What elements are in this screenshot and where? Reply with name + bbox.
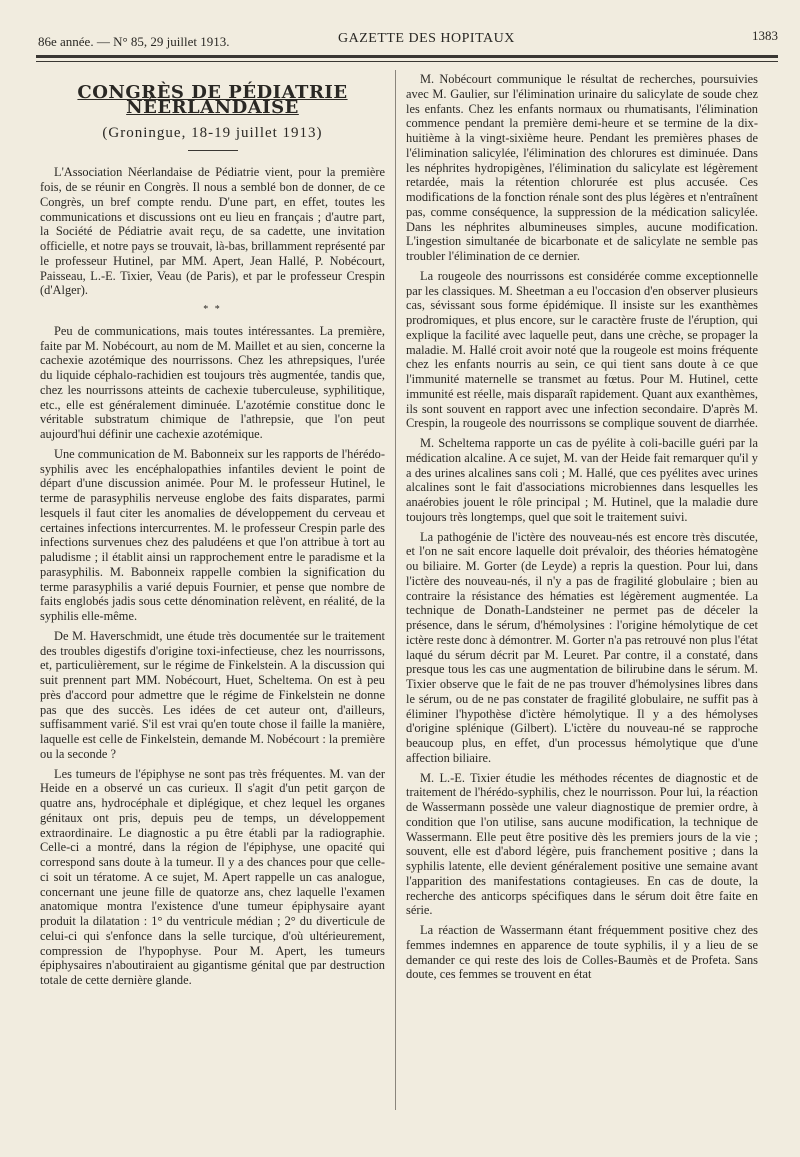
column-divider: [395, 70, 396, 1110]
paragraph: La rougeole des nourrissons est considérée comme exceptionnelle par les classiques. M. Sheetman a eu l'occasion d'en observer plusieurs cas, sévissant sous forme épidémique. Il insiste sur les exanthèmes prodromiques, et plus encore, sur le caractère fruste de l'éruption, qui explique la facilité avec laquelle peut, dans une crèche, se propager la maladie. M. Hallé croit avoir noté que la rougeole est moins fréquente chez les enfants nourris au sein, ce qui tient sans doute à ce que l'immunité maternelle se transmet au fœtus. Pour M. Hutinel, cette immunité est réelle, mais disparaît rapidement. Quant aux exanthèmes, ils sont souvent en rapport avec une infection secondaire. D'après M. Crespin, la rougeole des nourrissons se complique souvent de diarrhée.: [406, 268, 759, 431]
paragraph: M. Nobécourt communique le résultat de recherches, poursuivies avec M. Gaulier, sur l'élimination urinaire du salicylate de soude chez les enfants. Chez les enfants normaux ou rhumatisants, l'élimination commence pendant la première demi-heure et se termine de la dix-huitième à la vingt-sixième heure. Pendant les premières phases de l'élimination salicylée, l'élimination des chlorures est diminuée. Dans les néphrites hydropigènes, l'élimination du salicylate est légèrement retardée, mais la rétention chlorurée est plus accusée. Ces modifications de la fonction rénale sont des plus légères et n'entraînent pas, comme conséquence, la suppression de la médication salicylée. Dans les néphrites albumineuses simples, aucune modification. L'ingestion simultanée de bicarbonate et de salicylate ne semble pas troubler l'élimination de ce dernier.: [406, 72, 758, 263]
paragraph: De M. Haverschmidt, une étude très documentée sur le traitement des troubles digestifs d'origine toxi-infectieuse, chez les nourrissons, et, particulièrement, sur le régime de Finkelstein. A la discussion qui suit prennent part MM. Nobécourt, Huet, Scheltema. On est à peu près d'accord pour admettre que le régime de Finkelstein ne donne pas que des succès. Les idées de cet auteur ont, d'ailleurs, suffisamment varié. S'il est vrai qu'en toute chose il faille la manière, laquelle est celle de Finkelstein, demande M. Nobécourt : la première ou la seconde ?: [40, 628, 385, 761]
left-column: [40, 72, 385, 993]
page-header: [38, 28, 778, 52]
header-rule-thin: [36, 61, 778, 62]
paragraph: L'Association Néerlandaise de Pédiatrie vient, pour la première fois, de se réunir en Congrès. Il nous a semblé bon de donner, de ce Congrès, un bref compte rendu. D'une part, en effet, toutes les communications et discussions ont eu lieu en français ; d'autre part, la Société de Pédiatrie avait reçu, de sa cadette, une invitation officielle, et notre pays se trouvait, là-bas, brillamment représenté par le professeur Hutinel, par MM. Apert, Jean Hallé, P. Nobécourt, Paisseau, L.-E. Tixier, Veau (de Paris), et par le professeur Crespin (d'Alger).: [40, 165, 385, 298]
article-subtitle: (Groningue, 18-19 juillet 1913): [102, 124, 323, 141]
publication-title: GAZETTE DES HOPITAUX: [338, 31, 515, 46]
paragraph: Peu de communications, mais toutes intéressantes. La première, faite par M. Nobécourt, au nom de M. Maillet et au sien, concerne la cachexie azotémique des nourrissons. Chez les athrepsiques, l'urée du liquide céphalo-rachidien est toujours très augmentée, tandis que, chez les nourrissons atteints de cachexie tuberculeuse, syphilitique, etc., elle est généralement diminuée. L'azotémie constitue donc le véritable substratum chimique de l'athrepsie, que l'on peut aujourd'hui définir une cachexie azotémique.: [40, 323, 385, 441]
page-number: 1383: [752, 28, 778, 43]
paragraph: Les tumeurs de l'épiphyse ne sont pas très fréquentes. M. van der Heide en a observé un cas curieux. Il s'agit d'un petit garçon de quatre ans, hydrocéphale et diplégique, et chez lequel les organes génitaux ont pris, depuis peu de temps, un développement extraordinaire. Le diagnostic a pu être établi par la radiographie. Celle-ci a montré, dans la région de l'épiphyse, une opacité qui correspond sans doute à la tumeur. Il y a des chances pour que celle-ci soit un tératome. A ce sujet, M. Apert rappelle un cas analogue, concernant une jeune fille de quatorze ans, chez laquelle l'examen anatomique montra l'existence d'une tumeur épiphysaire ayant produit la dilatation : 1° du ventricule médian ; 2° du diverticule de celui-ci qui s'enfonce dans la selle turcique, d'où ultérieurement, compression de l'hypophyse. Pour M. Apert, les tumeurs épiphysaires n'aboutiraient au gigantisme génital que par destruction totale de cette dernière glande.: [40, 766, 385, 987]
header-rule-thick: [36, 55, 778, 58]
paragraph: M. L.-E. Tixier étudie les méthodes récentes de diagnostic et de traitement de l'hérédo-syphilis, chez le nourrisson. Pour lui, la réaction de Wassermann possède une valeur diagnostique de premier ordre, à condition que l'on utilise, sans aucune modification, la technique de Wassermann. Elle peut être positive dès les premiers jours de la vie ; souvent, elle est d'abord légère, puis franchement positive ; dans la syphilis latente, elle devient généralement positive une semaine avant l'apparition des manifestations contagieuses. En cas de doute, la recherche des anticorps spécifiques dans le sérum doit être faite en série.: [406, 770, 758, 918]
issue-info: 86e année. — N° 85, 29 juillet 1913.: [38, 34, 230, 49]
article-title: CONGRÈS DE PÉDIATRIE NÉERLANDAISE: [77, 82, 348, 118]
right-column: [406, 72, 758, 987]
paragraph: La réaction de Wassermann étant fréquemment positive chez des femmes indemnes en apparence de toute syphilis, il y a lieu de se demander ce qui reste des lois de Colles-Baumès et de Profeta. Sans doute, ces femmes se trouvent en état: [406, 923, 758, 982]
paragraph: Une communication de M. Babonneix sur les rapports de l'hérédo-syphilis avec les encéphalopathies infantiles devient le point de départ d'une discussion animée. Pour M. le professeur Hutinel, le terme de parasyphilis nerveuse englobe des faits disparates, parmi lesquels il faut citer les anomalies de développement du cerveau et certaines infections intercurrentes. M. le professeur Crespin parle des infections survenues chez des paludéens et que l'on attribue à tort au paludisme ; il établit ainsi un rapprochement entre le paradisme et la parasyphilis. M. Babonneix rappelle combien la signification du terme parasyphilis a varié depuis Fournier, et pense que nombre de faits englobés jadis sous cette dénomination relèvent, en réalité, de la syphilis elle-même.: [40, 446, 385, 623]
paragraph: La pathogénie de l'ictère des nouveau-nés est encore très discutée, et l'on ne sait encore laquelle doit prévaloir, des théories hématogène ou biliaire. M. Gorter (de Leyde) a repris la question. Pour lui, dans l'ictère des nouveau-nés, il n'y a pas de fragilité globulaire ; bien au contraire la résistance des hématies est légèrement augmentée. La technique de Donath-Landsteiner ne permet pas de déceler la présence, dans le sérum, d'hémolysines : l'origine hémolytique de cet ictère reste donc à démontrer. M. Gorter n'a pas retrouvé non plus l'état laqué du sérum décrit par M. Leuret. Par contre, il a constaté, dans presque tous les cas une augmentation de bilirubine dans le sérum. M. Tixier observe que le fait de ne pas trouver d'hémolysines libres dans le sérum, ou de ne pas constater de fragilité globulaire, ne suffit pas à éliminer l'hypothèse d'ictère hémolytique. Il y a des hémolyses d'origine splénique (Gilbert). L'ictère du nouveau-né se rapproche beaucoup plus, en effet, d'un processus hémolytique que d'une affection biliaire.: [406, 529, 758, 765]
section-separator: * *: [203, 304, 222, 315]
paragraph: M. Scheltema rapporte un cas de pyélite à coli-bacille guéri par la médication alcaline. A ce sujet, M. van der Heide fait remarquer qu'il y a des urines alcalines sans coli ; M. Hallé, que ces pyélites avec urines alcalines sont le fait d'associations microbiennes dans lesquelles les anaérobies jouent le rôle principal ; M. Hutinel, que la maladie dure toujours très longtemps, quel que soit le traitement suivi.: [406, 436, 758, 524]
title-divider: [188, 150, 238, 151]
